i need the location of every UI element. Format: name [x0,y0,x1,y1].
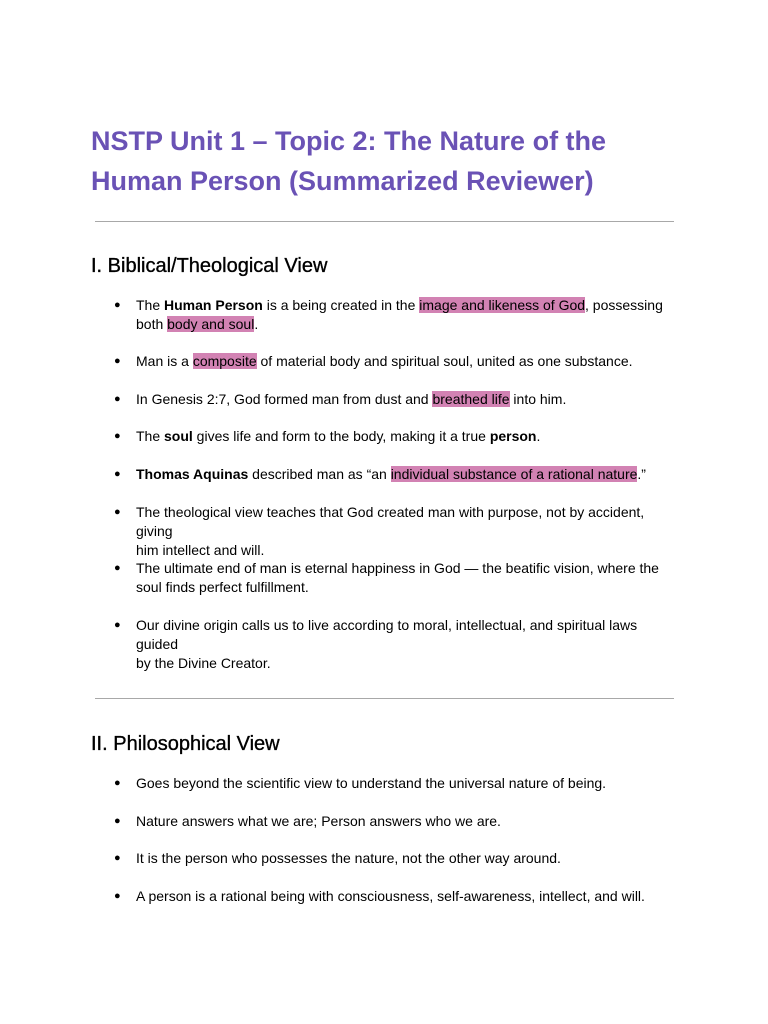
text-run: both [136,316,168,332]
list-item-text: Goes beyond the scientific view to understand the universal nature of being. [136,775,607,791]
bullet-icon: ● [114,777,121,789]
text-run: Our divine origin calls us to live according to moral, intellectual, and spiritual laws guided [136,617,638,652]
text-run: Man is a [136,353,193,369]
bullet-icon: ● [114,815,121,827]
text-run: .” [637,466,646,482]
list-item-text [136,427,681,446]
text-run: In Genesis 2:7, God formed man from dust and [136,391,433,407]
list-item-text [136,559,681,597]
divider-2 [95,698,674,699]
list-item-text [136,465,681,484]
text-run: by the Divine Creator. [136,655,271,671]
bullet-icon: ● [114,299,121,311]
bold-term: soul [164,428,193,444]
list-item-text [136,503,681,560]
list-item-text [136,296,681,334]
title-line-2: Human Person (Summarized Reviewer) [91,166,594,196]
text-run: The [136,297,165,313]
text-run: him intellect and will. [136,542,265,558]
highlighted-phrase: image and likeness of God [419,297,586,313]
document-title [91,121,711,201]
text-run: The ultimate end of man is eternal happiness in God — the beatific vision, where the [136,560,659,576]
divider-1 [95,221,674,222]
text-run: . [254,316,259,332]
bold-term: Thomas Aquinas [136,466,249,482]
list-item-text [136,390,681,409]
section-heading-philosophical: II. Philosophical View [91,733,280,755]
bullet-icon: ● [114,890,121,902]
bullet-icon: ● [114,468,121,480]
text-run: soul finds perfect fulfillment. [136,579,309,595]
bullet-icon: ● [114,393,121,405]
title-line-1: NSTP Unit 1 – Topic 2: The Nature of the [91,126,607,156]
highlighted-phrase: breathed life [432,391,510,407]
text-run: described man as “an [248,466,391,482]
bold-term: Human Person [164,297,263,313]
highlighted-phrase: composite [192,353,257,369]
bullet-icon: ● [114,430,121,442]
list-item-text: A person is a rational being with consciousness, self-awareness, intellect, and will. [136,888,645,904]
bullet-icon: ● [114,562,121,574]
list-item-text: It is the person who possesses the nature, not the other way around. [136,850,561,866]
bullet-icon: ● [114,619,121,631]
bullet-icon: ● [114,852,121,864]
list-item-text [136,352,681,371]
highlighted-phrase: body and soul [167,316,255,332]
bullet-icon: ● [114,355,121,367]
bullet-icon: ● [114,506,121,518]
highlighted-phrase: individual substance of a rational nature [390,466,638,482]
text-run: into him. [509,391,567,407]
text-run: is a being created in the [262,297,420,313]
bold-term: person [489,428,537,444]
text-run: , possessing [585,297,663,313]
text-run: of material body and spiritual soul, united as one substance. [256,353,633,369]
text-run: The theological view teaches that God created man with purpose, not by accident, giving [136,504,645,539]
text-run: gives life and form to the body, making it a true [192,428,490,444]
text-run: . [536,428,541,444]
text-run: The [136,428,165,444]
list-item-text: Nature answers what we are; Person answers who we are. [136,813,501,829]
section-heading-biblical: I. Biblical/Theological View [91,255,328,277]
list-item-text [136,616,681,673]
